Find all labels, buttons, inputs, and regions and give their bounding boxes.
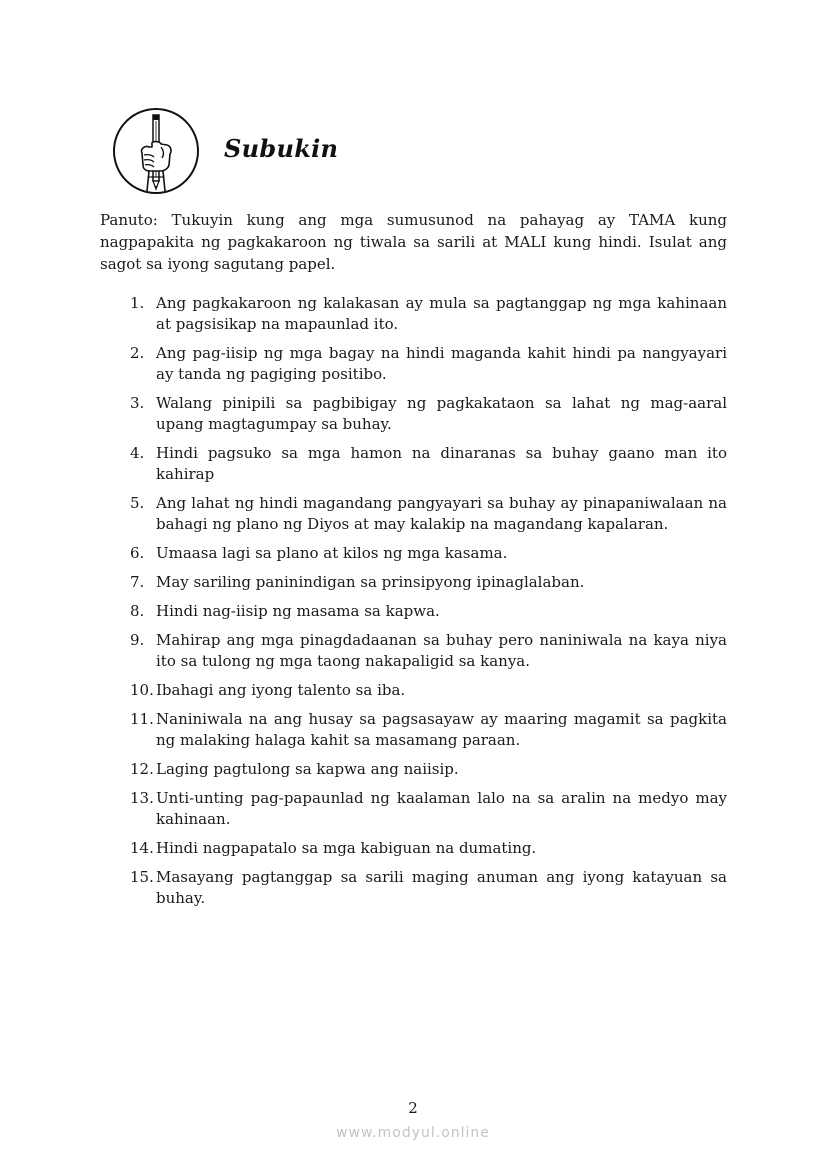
item-number: 3. (130, 394, 145, 412)
item-number: 7. (130, 573, 145, 591)
item-text: Walang pinipili sa pagbibigay ng pagkakataon sa lahat ng mag-aaral upang magtagumpay sa buhay. (156, 394, 727, 433)
section-header (112, 107, 200, 195)
list-item (100, 543, 727, 564)
list-item (100, 759, 727, 780)
list-item (100, 838, 727, 859)
list-item (100, 788, 727, 830)
item-number: 10. (130, 681, 154, 699)
item-number: 15. (130, 868, 154, 886)
item-text: Mahirap ang mga pinagdadaanan sa buhay pero naniniwala na kaya niya ito sa tulong ng mga taong nakapaligid sa kanya. (156, 631, 727, 670)
item-text: Unti-unting pag-papaunlad ng kaalaman lalo na sa aralin na medyo may kahinaan. (156, 789, 727, 828)
watermark-text: www.modyul.online (336, 1125, 490, 1141)
section-title: Subukin (224, 134, 339, 163)
item-number: 5. (130, 494, 145, 512)
item-text: Naniniwala na ang husay sa pagsasayaw ay maaring magamit sa pagkita ng malaking halaga kahit sa masamang paraan. (156, 710, 727, 749)
item-text: Hindi pagsuko sa mga hamon na dinaranas sa buhay gaano man ito kahirap (156, 444, 727, 483)
item-text: Hindi nag-iisip ng masama sa kapwa. (156, 602, 440, 620)
item-number: 11. (130, 710, 154, 728)
list-item (100, 709, 727, 751)
item-text: Hindi nagpapatalo sa mga kabiguan na dumating. (156, 839, 537, 857)
item-text: Ang pagkakaroon ng kalakasan ay mula sa pagtanggap ng mga kahinaan at pagsisikap na mapaunlad ito. (156, 294, 727, 333)
item-number: 1. (130, 294, 145, 312)
item-text: Umaasa lagi sa plano at kilos ng mga kasama. (156, 544, 508, 562)
list-item (100, 293, 727, 335)
item-number: 4. (130, 444, 145, 462)
item-text: Masayang pagtanggap sa sarili maging anuman ang iyong katayuan sa buhay. (156, 868, 727, 907)
list-item (100, 680, 727, 701)
item-text: Ang pag-iisip ng mga bagay na hindi maganda kahit hindi pa nangyayari ay tanda ng pagiging positibo. (156, 344, 727, 383)
item-text: May sariling paninindigan sa prinsipyong ipinaglalaban. (156, 573, 585, 591)
item-number: 8. (130, 602, 145, 620)
instructions-text: Panuto: Tukuyin kung ang mga sumusunod na pahayag ay TAMA kung nagpapakita ng pagkakaroon ng tiwala sa sarili at MALI kung hindi. Isulat ang sagot sa iyong sagutang papel. (100, 211, 727, 273)
question-list (100, 293, 727, 917)
list-item (100, 393, 727, 435)
hand-holding-pencil-icon (112, 107, 200, 195)
list-item (100, 493, 727, 535)
item-number: 14. (130, 839, 154, 857)
list-item (100, 343, 727, 385)
list-item (100, 601, 727, 622)
list-item (100, 443, 727, 485)
page-number: 2 (408, 1099, 418, 1117)
list-item (100, 572, 727, 593)
item-number: 9. (130, 631, 145, 649)
item-number: 13. (130, 789, 154, 807)
item-number: 2. (130, 344, 145, 362)
list-item (100, 630, 727, 672)
item-text: Ang lahat ng hindi magandang pangyayari sa buhay ay pinapaniwalaan na bahagi ng plano ng Diyos at may kalakip na magandang kapalaran. (156, 494, 727, 533)
list-item (100, 867, 727, 909)
item-text: Laging pagtulong sa kapwa ang naiisip. (156, 760, 459, 778)
item-text: Ibahagi ang iyong talento sa iba. (156, 681, 406, 699)
item-number: 12. (130, 760, 154, 778)
item-number: 6. (130, 544, 145, 562)
